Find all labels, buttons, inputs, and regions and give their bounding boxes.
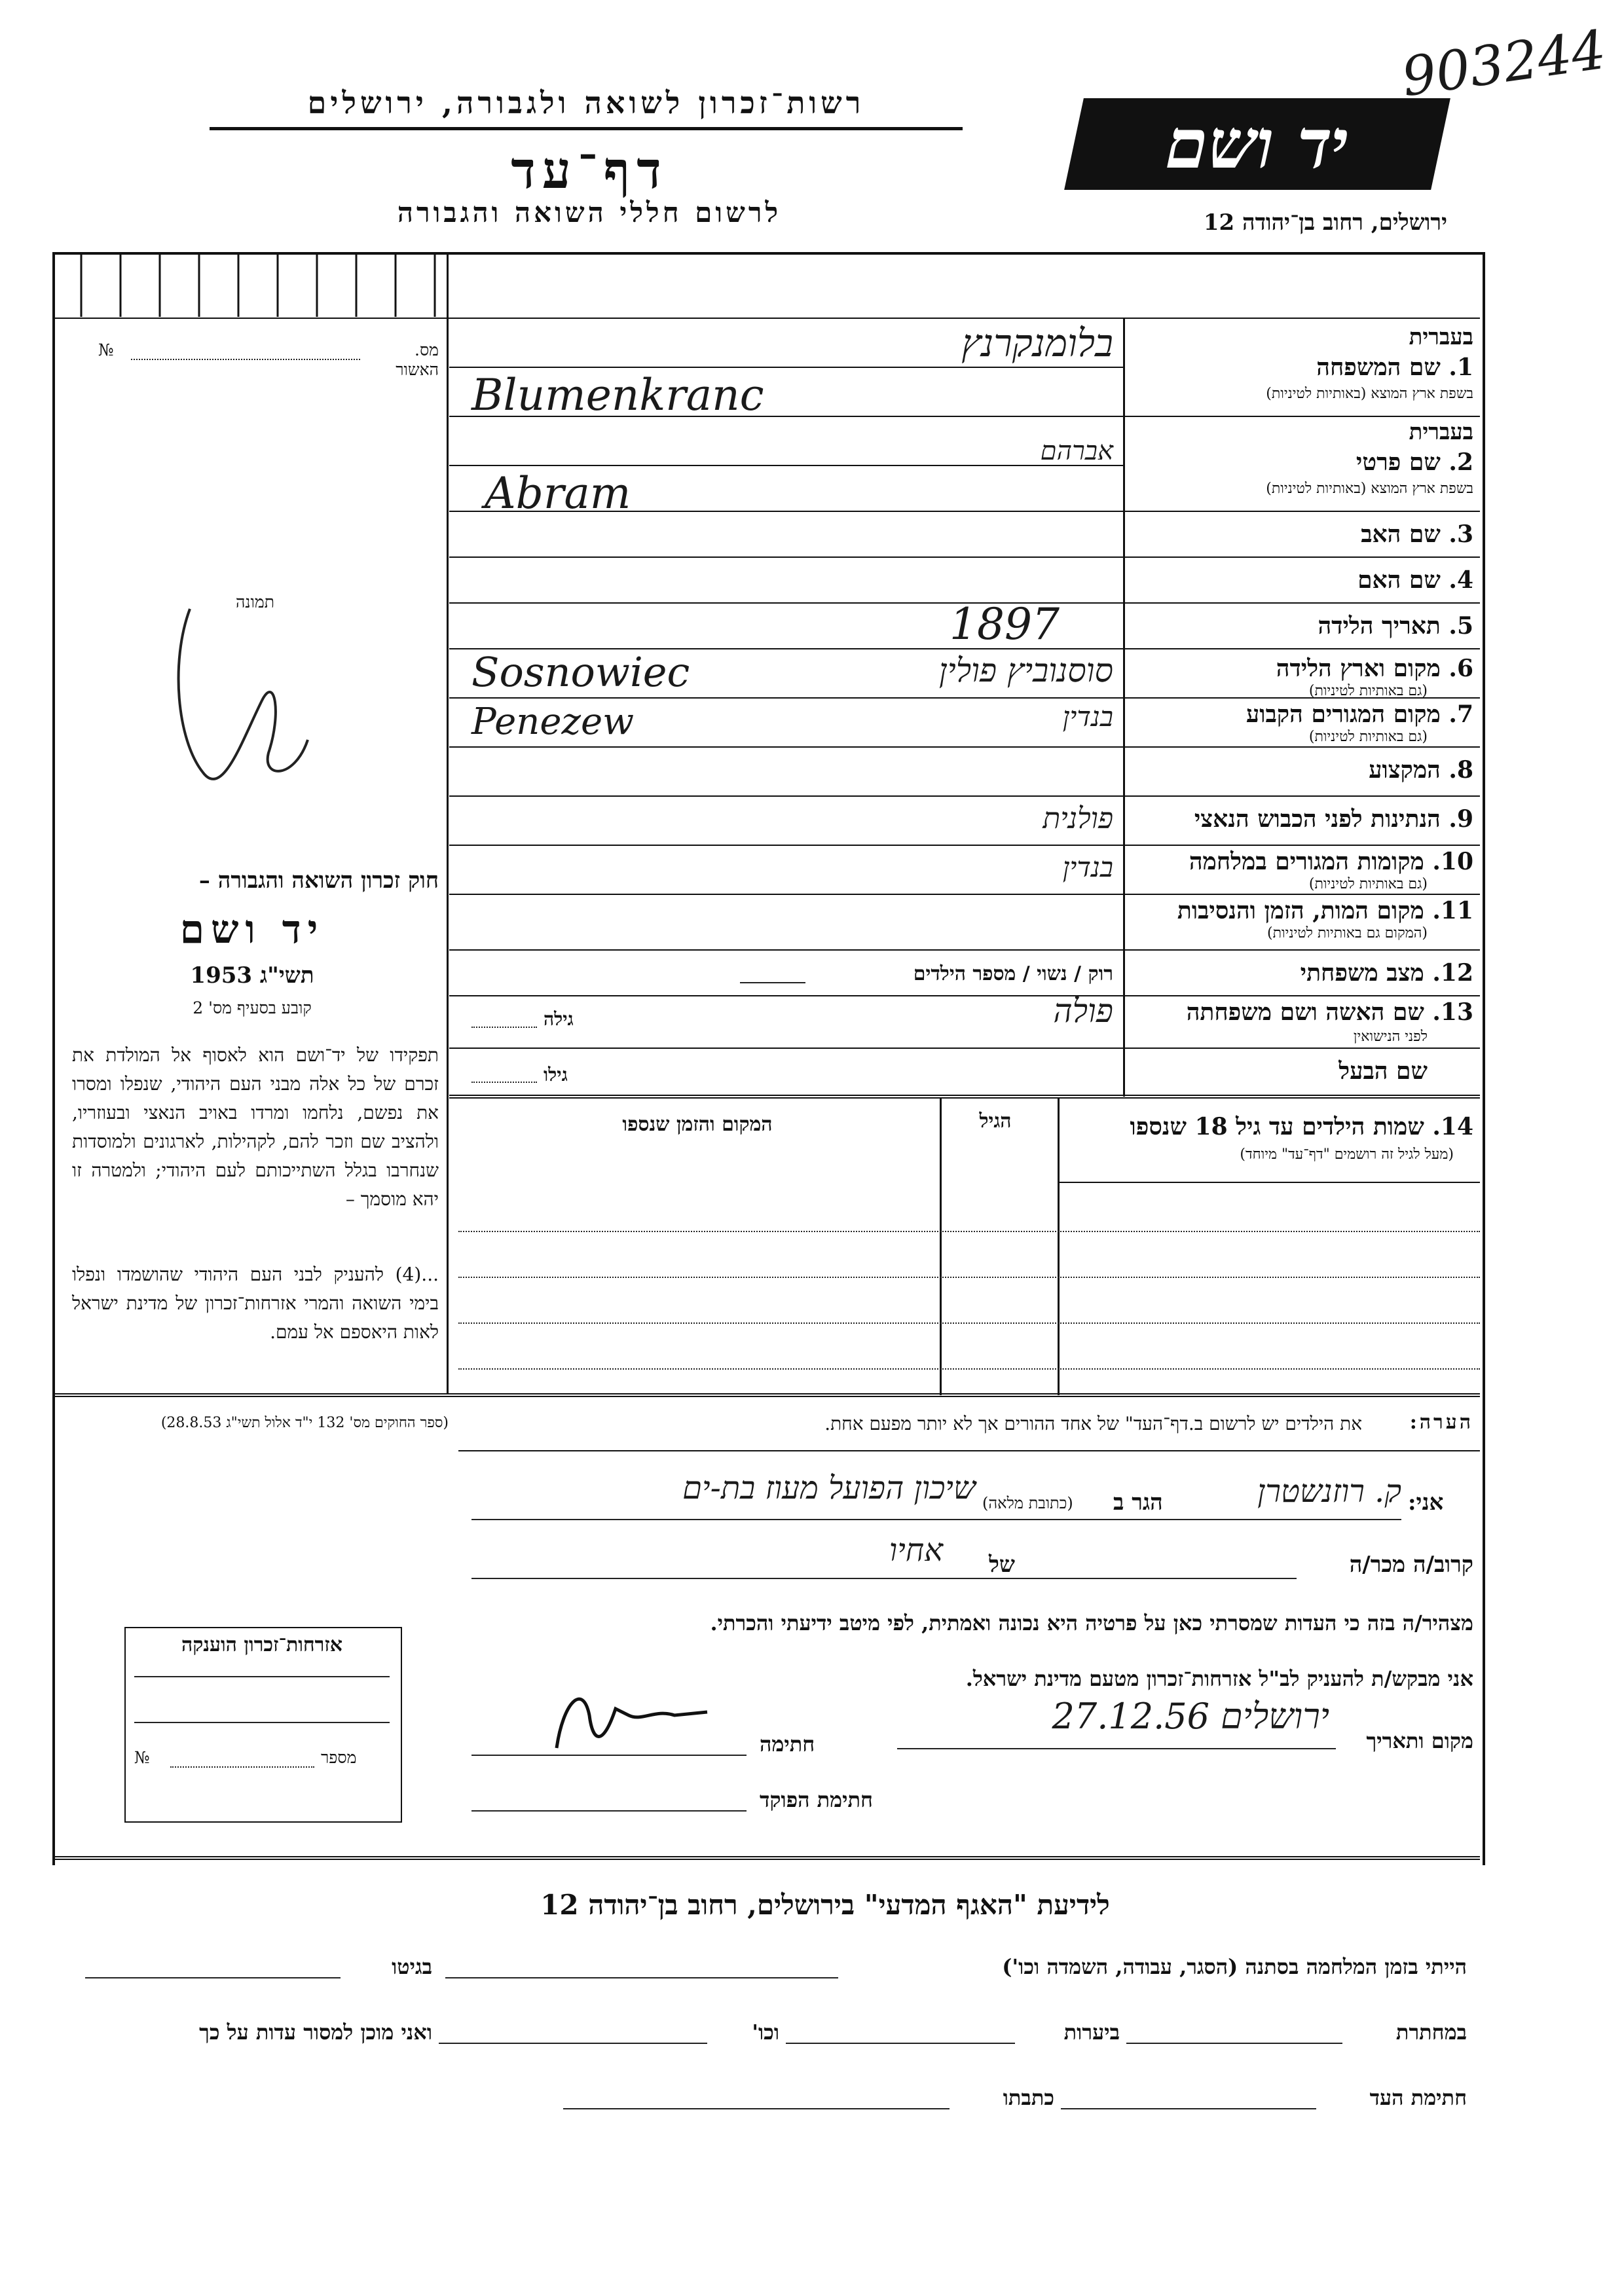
field-14-sub: (מעל לגיל זה רושמים "דף־עד" מיוחד) [1240,1146,1454,1163]
field-12-options: רוק / נשוי / מספר הילדים [913,962,1113,985]
field-3-label: 3. שם האב [1361,520,1473,548]
citizenship-line-2 [134,1722,390,1723]
approval-line [131,359,360,360]
field-4-label: 4. שם האם [1357,566,1473,594]
field-9-value: פולנית [1043,802,1113,835]
field-5-value: 1897 [950,599,1060,649]
field-7-latin-value: Penezew [471,701,635,743]
bottom-line2-blank-2 [786,2043,1015,2044]
law-reference: (ספר החוקים מס' 132 י"ד אלול תשי"ג 28.8.53) [160,1415,449,1431]
photo-scribble [179,609,308,779]
field-13-label: 13. שם האשה ושם משפחתה [1186,998,1473,1026]
field-1-sub: בשפת ארץ המוצא (באותיות לטיניות) [1266,386,1473,402]
field-9-label: 9. הנתינות לפני הכבוש הנאצי [1194,805,1473,833]
field-11-label: 11. מקום המות, הזמן והנסיבות [1177,897,1473,924]
field-13-age-label: גילה [544,1008,574,1030]
field-2-mid-line [449,465,1124,466]
field-6-latin-value: Sosnowiec [471,648,690,696]
bottom-line2-blank-1 [1126,2043,1342,2044]
place-date-line [897,1748,1336,1749]
field-13-age-line [471,1027,537,1028]
field-10-label: 10. מקומות המגורים במלחמה [1189,848,1473,875]
row-1-line [449,416,1480,417]
bottom-line2-a: במחתרת [1395,2020,1467,2045]
row-6-line [449,697,1480,699]
field-6-label: 6. מקום וארץ הלידה [1276,655,1473,682]
table-bottom-line [55,1393,1480,1397]
row-2-line [449,511,1480,512]
address-line [471,1519,1401,1520]
row-3-line [449,556,1480,558]
relation-value: אחיו [889,1532,943,1569]
code-boxes-grid [55,255,448,320]
child-line-2 [458,1231,1480,1232]
col-place-header: המקום והזמן שנספו [622,1113,773,1136]
bottom-line2-blank-3 [439,2043,707,2044]
bottom-line3-a: חתימת העד [1369,2085,1467,2110]
field-10-sub: (גם באותיות לטיניות) [1308,876,1428,892]
row-11-line [449,949,1480,951]
field-2-latin-value: Abram [485,468,631,519]
field-1-hebrew-value: בלומנקרנץ [961,321,1113,365]
row-9-line [449,845,1480,846]
form-subtitle: לרשום חללי השואה והגבורה [397,196,782,228]
field-12-label: 12. מצב משפחתי [1300,959,1473,987]
photo-label: תמונה [236,592,274,611]
in-hebrew-2: בעברית [1409,419,1473,445]
col-age-header: הגיל [979,1110,1012,1133]
bottom-line3-b: כתבתו [1003,2085,1054,2110]
org-line: רשות־זכרון לשואה ולגבורה, ירושלים [210,85,963,130]
field-8-label: 8. המקצוע [1369,756,1473,784]
law-text-1: תפקידו של יד־ושם הוא לאסוף אל המולדת את זכרם של כל אלה מבני העם היהודי, שנפלו ומסרו את נפשם, נלחמו ומרדו באויב הנאצי ובעוזריו, ולהציב שם וזכר להם, לקהילות, לארגונים ולמוסדות שנחרבו בגלל השתייכותם לעם היהודי; ולמטרה זו יהא מוסמך – [72,1044,439,1210]
law-text-2: ...(4) להעניק לבני העם היהודי שהושמדו ונפלו בימי השואה והמרי אזרחות־זכרון של מדינת ישראל לאות היאספם אל עמם. [72,1264,439,1343]
resides-label: הגר ב [1113,1489,1163,1516]
field-14-label: 14. שמות הילדים עד גיל 18 שנספו [1130,1113,1473,1140]
address: ירושלים, רחוב בן־יהודה 12 [1203,210,1447,236]
law-title: חוק זכרון השואה והגבורה – [198,867,439,894]
citizenship-title: אזרחות־זכרון הוענקה [181,1633,343,1656]
of-label: של [989,1552,1015,1578]
bottom-line3-blank-2 [563,2108,950,2109]
i-label: אני: [1408,1489,1444,1516]
approval-label: מס. האשור [396,340,439,379]
child-line-4 [458,1322,1480,1324]
form-title: דף־עד [511,141,668,200]
yad-vashem-logo: יד ושם [1064,98,1450,190]
official-signature-line [471,1810,747,1812]
field-12-line [740,982,805,983]
row-7-line [449,746,1480,748]
bottom-line2-d: ואני מוכן למסור עדות על כך [199,2020,432,2045]
child-line-1 [1058,1182,1480,1183]
request-text: אני מבקש/ת להעניק לב"ל אזרחות־זכרון מטעם מדינת ישראל. [965,1666,1473,1691]
field-13-value: פולה [1053,992,1113,1030]
law-clause: קובע בסעיף מס' 2 [193,998,312,1017]
bottom-line1-blank-2 [85,1977,341,1978]
citizenship-number-label: מספר [321,1748,357,1767]
bottom-line1-blank-1 [445,1977,838,1978]
child-line-5 [458,1368,1480,1370]
approval-number-sign: № [98,340,114,359]
citizenship-number-sign: № [134,1748,150,1767]
row-8-line [449,795,1480,797]
col-divider-2 [940,1097,942,1395]
photo-signature-mark [164,543,327,818]
field-7-label: 7. מקום המגורים הקבוע [1246,701,1473,728]
field-11-sub: (המקום גם באותיות לטיניות) [1267,925,1428,941]
left-col-divider [447,255,449,1394]
row-husband-line [449,1095,1480,1099]
field-1-mid-line [449,367,1124,368]
bottom-line1-a: הייתי בזמן המלחמה בסתנה (הסגר, עבודה, השמדה וכו') [1002,1954,1467,1979]
field-7-hebrew-value: בנדין [1062,701,1113,733]
address-hint: (כתובת מלאה) [982,1494,1073,1512]
field-6-sub: (גם באותיות לטיניות) [1308,683,1428,699]
child-line-3 [458,1277,1480,1278]
citizenship-number-line [170,1766,314,1768]
field-1-latin-value: Blumenkranc [471,370,764,420]
field-2-sub: בשפת ארץ המוצא (באותיות לטיניות) [1266,481,1473,497]
husband-age-label: גילו [544,1064,568,1085]
field-2-hebrew-value: אברהם [1040,436,1113,466]
law-year: תשי"ג 1953 [190,962,314,989]
top-strip-line [55,318,1480,319]
bottom-line1-b: בגיטו [392,1954,432,1979]
bottom-line2-b: ביערות [1063,2020,1120,2045]
field-13-sub: לפני הנישואין [1353,1029,1428,1045]
relative-label: קרוב/ה מכר/ה [1349,1552,1473,1578]
law-name: יד ושם [179,907,325,953]
row-13-line [449,1048,1480,1049]
husband-age-line [471,1082,537,1083]
signature-scribble [544,1676,727,1761]
bottom-line3-blank-1 [1061,2108,1316,2109]
note-line [458,1450,1480,1451]
note-label: הערה: [1409,1411,1473,1434]
signature-line [471,1755,747,1756]
field-6-hebrew-value: סוסנוביץ פולין [938,651,1113,689]
bottom-line2-c: וכו' [752,2020,779,2045]
signature-label: חתימה [760,1732,815,1757]
handwritten-number: 903244 [1397,18,1610,109]
row-10-line [449,894,1480,895]
husband-label: שם הבעל [1338,1057,1428,1085]
note-text: את הילדים יש לרשום ב.דף־העד" של אחד ההורים אך לא יותר מפעם אחת. [824,1413,1362,1434]
field-1-label: 1. שם המשפחה [1316,354,1473,381]
official-signature-label: חתימת הפוקד [760,1787,873,1812]
field-2-label: 2. שם פרטי [1356,448,1473,476]
field-5-label: 5. תאריך הלידה [1318,612,1473,640]
place-date-value: ירושלים 27.12.56 [1052,1696,1329,1737]
signature-stroke [557,1699,707,1748]
field-10-value: בנדין [1062,851,1113,883]
field-7-sub: (גם באותיות לטיניות) [1308,729,1428,745]
citizenship-line-1 [134,1676,390,1677]
place-date-label: מקום ותאריך [1366,1728,1473,1753]
code-boxes [55,255,448,320]
label-col-divider [1123,318,1125,1097]
col-divider-1 [1058,1097,1060,1395]
address-value: שיכון הפועל מעוז בת-ים [682,1470,976,1506]
declaration-text: מצהיר/ה בזה כי העדות שמסרתי כאן על פרטיה היא נכונה ואמתית, לפי מיטב ידיעתי והכרתי. [710,1611,1473,1635]
relative-line [471,1578,1297,1579]
in-hebrew-1: בעברית [1409,324,1473,350]
bottom-separator [55,1856,1480,1860]
i-value: ק. רוזנשטרן [1257,1473,1401,1510]
bottom-title: לידיעת "האגף המדעי" בירושלים, רחוב בן־יהודה 12 [540,1889,1110,1921]
